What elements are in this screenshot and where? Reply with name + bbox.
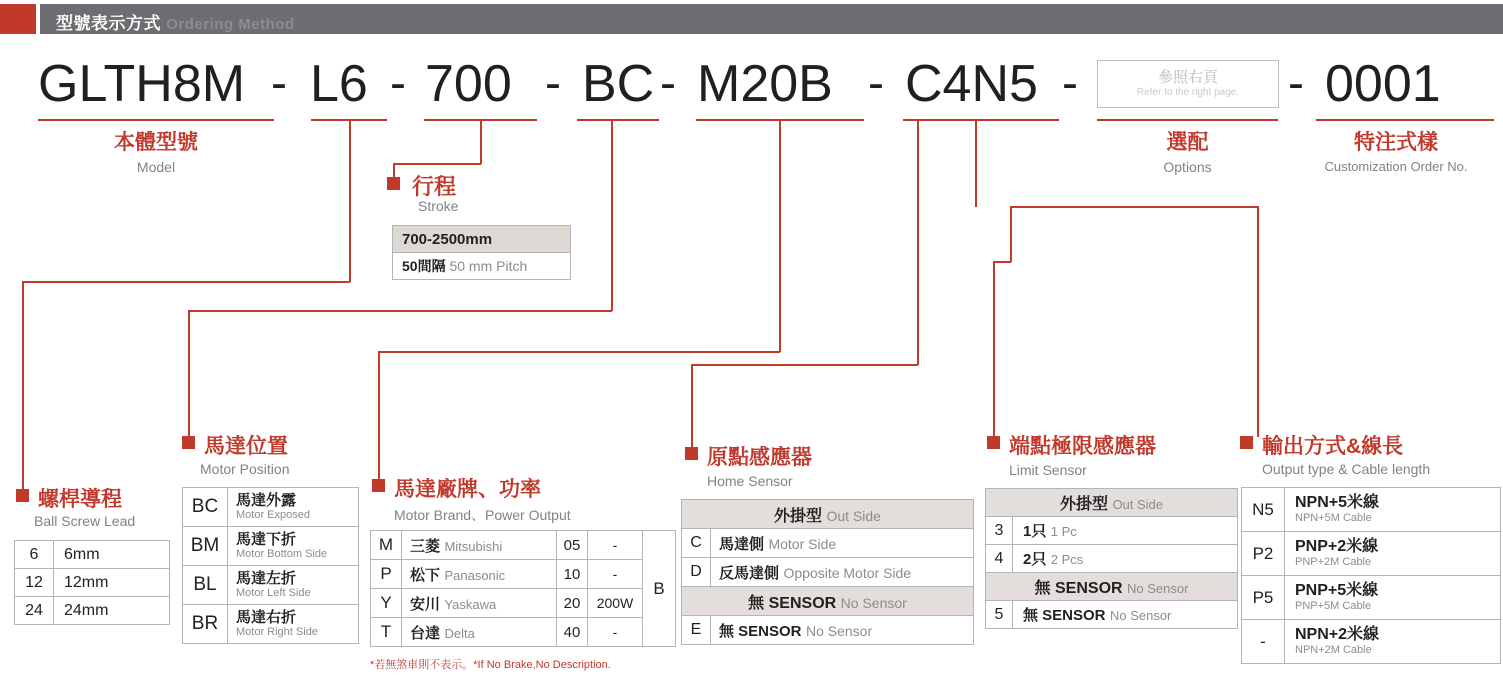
table-row [371,589,676,618]
ball-screw-table [14,540,170,625]
motor-pos-zh: 馬達右折 [236,608,297,626]
label-output-en: Output type & Cable length [1262,461,1431,477]
motor-pos-en: Motor Exposed [236,508,310,521]
line-output-v1 [1257,206,1259,437]
label-model [38,126,274,175]
table-row [371,531,676,560]
home-sensor-en: Motor Side [768,535,837,552]
brand-code: Y [371,589,402,618]
stroke-table [392,225,571,280]
output-en: PNP+5M Cable [1295,600,1372,612]
limit-sensor-en: No Sensor [1109,608,1172,623]
header-title-en: Ordering Method [166,16,295,33]
bullet-home-sensor [685,447,698,460]
line-stroke-v1 [480,119,482,164]
limit-sensor-code: 5 [986,601,1013,629]
limit-sensor-zh: 1只 [1023,523,1047,540]
line-brand-v2 [378,351,380,481]
output-en: NPN+5M Cable [1295,512,1372,524]
output-zh: NPN+2米線 [1295,626,1380,643]
table-row [682,558,974,587]
label-model-en: Model [136,159,176,175]
ball-screw-code: 24 [15,597,54,625]
motor-pos-zh: 馬達外露 [236,491,297,509]
brand-code: T [371,618,402,647]
limit-sensor-en: 1 Pc [1050,524,1077,539]
options-placeholder-box[interactable] [1097,60,1279,108]
label-customization [1296,126,1496,174]
header-title-zh: 型號表示方式 [56,14,161,33]
home-sensor-zh: 反馬達側 [719,564,780,582]
stroke-range: 700-2500mm [393,226,571,253]
table-row [15,569,170,597]
ball-screw-value: 24mm [54,597,170,625]
bullet-ball-screw [16,489,29,502]
ball-screw-code: 6 [15,541,54,569]
motor-pos-en: Motor Bottom Side [236,547,328,560]
label-limit-zh: 端點極限感應器 [1009,435,1156,458]
motor-pos-en: Motor Right Side [236,625,318,638]
line-brand-h1 [378,351,780,353]
output-zh: PNP+5米線 [1295,582,1379,599]
table-row [15,597,170,625]
table-row [371,618,676,647]
table-row [682,616,974,645]
limit-sensor-table [985,488,1238,629]
table-row [371,560,676,589]
label-model-zh: 本體型號 [114,131,198,154]
line-limit-h1 [1010,206,1257,208]
underline-options [1097,119,1278,121]
brand-power-value: - [588,618,643,647]
motor-pos-zh: 馬達下折 [236,530,297,548]
line-home-h1 [691,364,918,366]
line-limit-v3 [993,261,995,437]
label-motorpos-zh: 馬達位置 [204,435,288,458]
home-sensor-code: D [682,558,711,587]
code-dash-2: - [390,57,406,110]
table-row [682,500,974,529]
code-stroke: 700 [425,55,512,113]
motor-brand-note [370,656,611,672]
code-motor-brand: M20B [697,55,833,113]
output-code: N5 [1242,488,1285,532]
table-row [183,527,359,566]
home-sensor-code: E [682,616,711,645]
brand-en: Yaskawa [444,596,497,612]
table-row [1242,532,1501,576]
options-placeholder-en: Refer to the right page. [1136,87,1240,98]
home-sensor-zh: 外掛型 [774,507,823,525]
label-customization-zh: 特注式樣 [1354,131,1438,154]
motor-brand-note-zh: *若無煞車則不表示。 [370,659,474,671]
motor-pos-code: BL [183,566,228,605]
brand-code: M [371,531,402,560]
table-row [1242,576,1501,620]
brand-power-code: 10 [557,560,588,589]
line-lead-v2 [22,281,24,491]
brand-code: P [371,560,402,589]
motor-pos-en: Motor Left Side [236,586,311,599]
page-header [0,0,1503,36]
brand-power-code: 20 [557,589,588,618]
table-row [986,489,1238,517]
bullet-motor-brand [372,479,385,492]
limit-sensor-en: 2 Pcs [1050,552,1084,567]
label-home-zh: 原點感應器 [707,446,812,469]
home-sensor-en: No Sensor [805,622,873,639]
underline-model [38,119,274,121]
label-brand-en: Motor Brand、Power Output [394,507,571,523]
limit-sensor-code: 3 [986,517,1013,545]
code-lead: L6 [310,55,368,113]
motor-position-table [182,487,359,644]
brand-zh: 安川 [410,595,441,613]
table-row [1242,620,1501,664]
table-row [986,517,1238,545]
motor-pos-code: BM [183,527,228,566]
code-custom: 0001 [1325,55,1441,113]
motor-brand-table [370,530,676,647]
motor-brand-note-en: *If No Brake,No Description. [473,659,611,671]
label-home-en: Home Sensor [707,473,793,489]
table-row [1242,488,1501,532]
table-row [183,566,359,605]
code-dash-1: - [271,57,287,110]
underline-motor-position [577,119,659,121]
ball-screw-value: 12mm [54,569,170,597]
brand-power-value: - [588,531,643,560]
home-sensor-en: Out Side [826,507,881,524]
limit-sensor-zh: 2只 [1023,551,1047,568]
motor-pos-code: BR [183,605,228,644]
output-code: P5 [1242,576,1285,620]
line-motorpos-v1 [611,119,613,311]
table-row [682,587,974,616]
code-dash-6: - [1062,57,1078,110]
options-placeholder-zh: 參照右頁 [1157,69,1218,86]
code-dash-5: - [868,57,884,110]
label-motorpos-en: Motor Position [200,461,290,477]
table-row [15,541,170,569]
stroke-pitch [393,253,571,280]
limit-sensor-code: 4 [986,545,1013,573]
line-limit-v2 [1010,206,1012,262]
line-home-v1 [917,119,919,365]
code-sensors: C4N5 [905,55,1038,113]
underline-sensors [903,119,1059,121]
output-table [1241,487,1501,664]
motor-pos-zh: 馬達左折 [236,569,297,587]
table-row [682,529,974,558]
header-red-block [0,4,36,34]
output-zh: PNP+2米線 [1295,538,1379,555]
label-options-zh: 選配 [1166,131,1209,154]
bullet-motor-position [182,436,195,449]
output-en: PNP+2M Cable [1295,556,1372,568]
label-brand-zh: 馬達廠牌、功率 [394,478,541,501]
line-brand-v1 [779,119,781,352]
limit-sensor-en: No Sensor [1127,581,1189,596]
line-limit-h2 [993,261,1011,263]
table-row [183,488,359,527]
output-code: P2 [1242,532,1285,576]
home-sensor-table [681,499,974,645]
brand-en: Mitsubishi [444,538,503,554]
code-dash-3: - [545,57,561,110]
output-zh: NPN+5米線 [1295,494,1380,511]
ball-screw-value: 6mm [54,541,170,569]
bullet-limit-sensor [987,436,1000,449]
line-lead-h1 [22,281,350,283]
line-lead-v1 [349,119,351,282]
line-limit-v1 [975,119,977,207]
label-customization-en: Customization Order No. [1324,159,1468,174]
limit-sensor-zh: 無 SENSOR [1034,580,1123,597]
brand-zh: 台達 [410,624,441,642]
label-options [1097,126,1278,175]
table-row [986,573,1238,601]
code-dash-4: - [660,57,676,110]
bullet-stroke [387,177,400,190]
line-motorpos-v2 [188,310,190,438]
underline-custom [1316,119,1494,121]
code-motor-position: BC [582,55,655,113]
stroke-pitch-zh: 50間隔 [402,258,446,274]
brand-zh: 松下 [410,566,441,584]
home-sensor-code: C [682,529,711,558]
brand-brake-code: B [643,531,676,647]
brand-zh: 三菱 [410,537,441,555]
home-sensor-en: No Sensor [840,594,907,611]
brand-power-value: 200W [588,589,643,618]
brand-power-value: - [588,560,643,589]
bullet-output [1240,436,1253,449]
brand-en: Panasonic [444,567,506,583]
label-stroke-en: Stroke [418,198,459,214]
motor-pos-code: BC [183,488,228,527]
line-home-v2 [691,364,693,449]
ball-screw-code: 12 [15,569,54,597]
table-row [183,605,359,644]
home-sensor-zh: 無 SENSOR [719,622,802,640]
home-sensor-zh: 馬達側 [719,535,765,553]
output-en: NPN+2M Cable [1295,644,1372,656]
home-sensor-en: Opposite Motor Side [783,564,912,581]
brand-power-code: 40 [557,618,588,647]
table-row [986,545,1238,573]
label-output-zh: 輸出方式&線長 [1262,435,1404,458]
limit-sensor-zh: 外掛型 [1059,496,1108,513]
table-row [986,601,1238,629]
header-title [56,9,295,34]
label-options-en: Options [1163,159,1212,175]
label-stroke-zh: 行程 [412,174,457,199]
label-ball-screw-en: Ball Screw Lead [34,513,136,529]
limit-sensor-zh: 無 SENSOR [1023,607,1106,624]
brand-en: Delta [444,625,475,641]
line-motorpos-h1 [188,310,612,312]
stroke-pitch-en: 50 mm Pitch [449,258,528,274]
home-sensor-zh: 無 SENSOR [748,594,837,612]
brand-power-code: 05 [557,531,588,560]
code-model: GLTH8M [38,55,246,113]
label-ball-screw-zh: 螺桿導程 [38,488,122,511]
code-dash-7: - [1288,57,1304,110]
output-code: - [1242,620,1285,664]
limit-sensor-en: Out Side [1112,497,1164,512]
label-limit-en: Limit Sensor [1009,462,1087,478]
line-stroke-h1 [393,163,481,165]
